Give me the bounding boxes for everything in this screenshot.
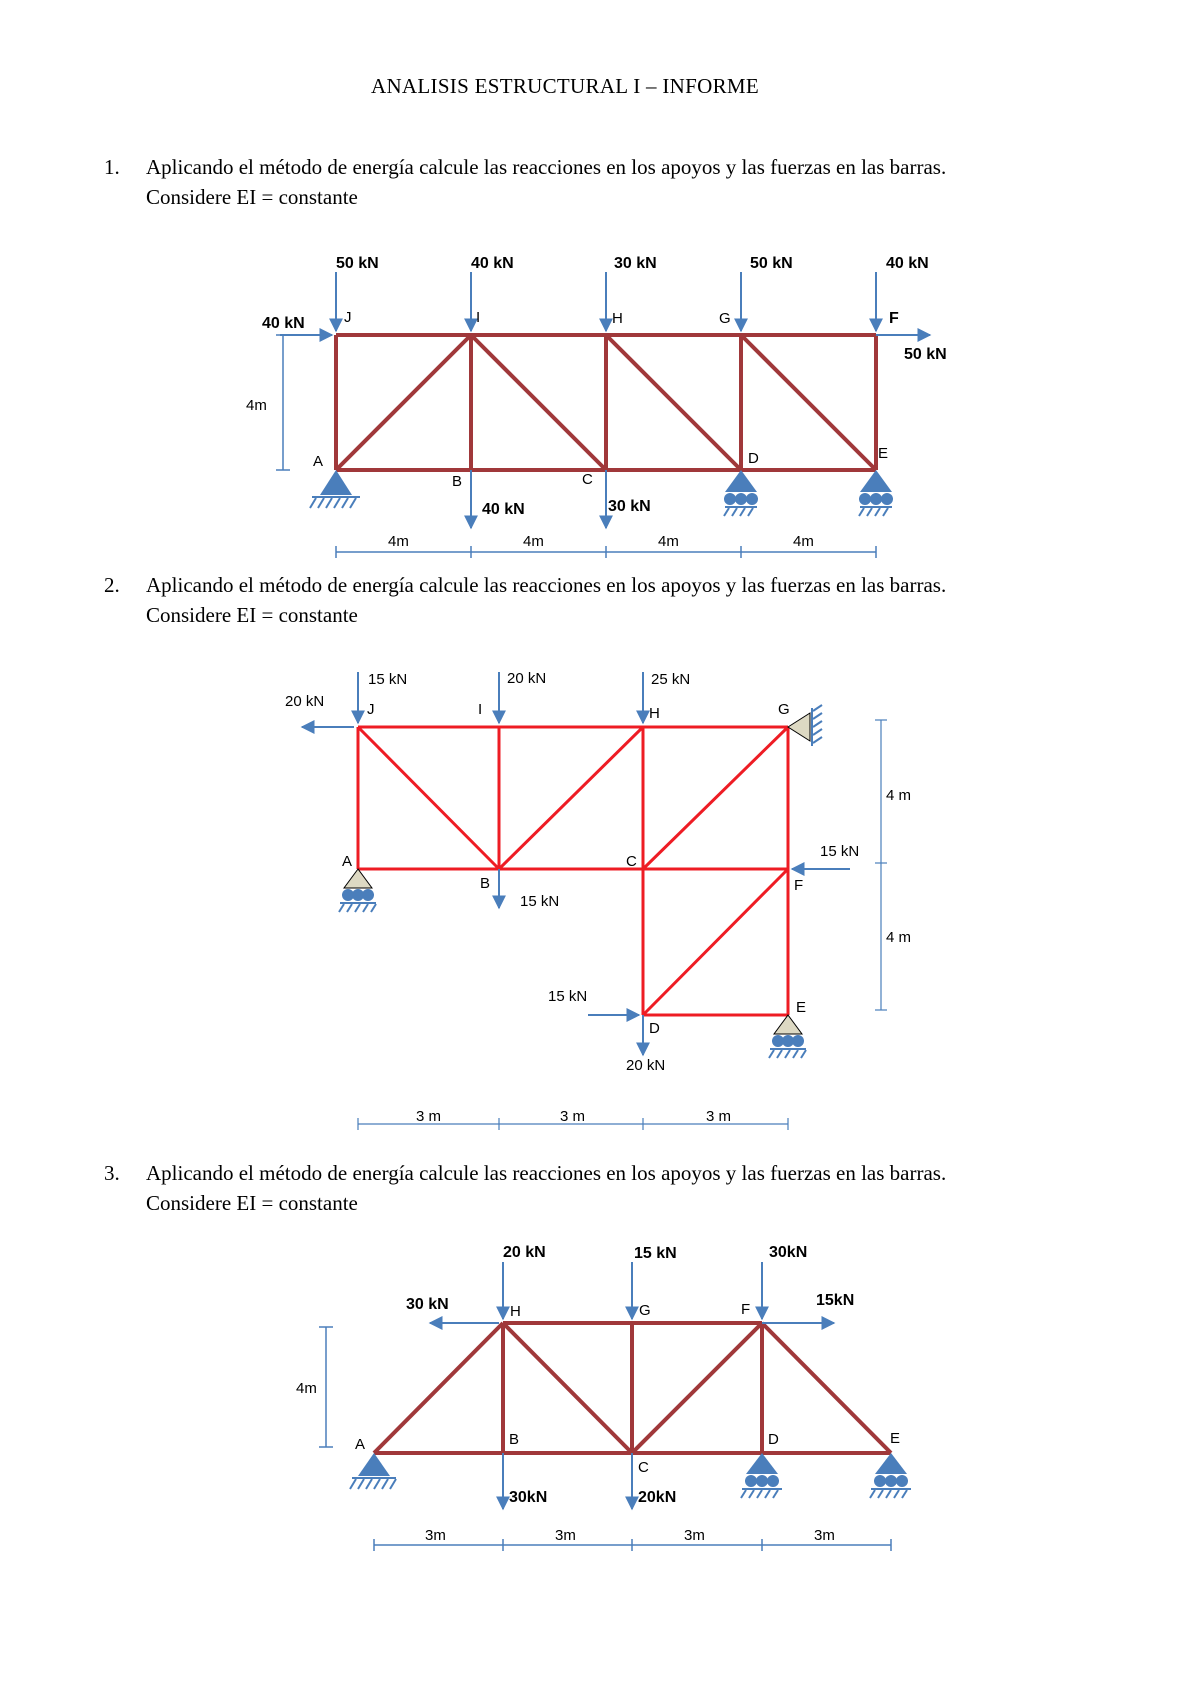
load-label-B: 40 kN xyxy=(482,501,525,518)
load-label-F-horizontal: 50 kN xyxy=(904,346,947,363)
problem-number: 2. xyxy=(104,573,120,597)
load-label-F: 15 kN xyxy=(820,843,860,860)
load-label-F-horizontal: 15kN xyxy=(816,1292,855,1309)
problem-number: 3. xyxy=(104,1161,120,1185)
node-label-H: H xyxy=(510,1303,521,1320)
load-label-H-horizontal: 30 kN xyxy=(406,1296,449,1313)
node-label-A: A xyxy=(313,453,324,470)
load-label-J: 50 kN xyxy=(336,255,379,272)
span-label-1: 3m xyxy=(425,1527,446,1544)
node-label-A: A xyxy=(342,853,353,870)
node-label-F: F xyxy=(741,1301,751,1318)
span-label-4: 4m xyxy=(793,533,814,550)
load-label-D: 20 kN xyxy=(626,1057,666,1074)
node-label-C: C xyxy=(626,853,637,870)
load-label-I: 20 kN xyxy=(507,670,547,687)
truss-members xyxy=(374,1323,891,1453)
load-label-J-horizontal: 20 kN xyxy=(285,693,325,710)
node-label-B: B xyxy=(480,875,491,892)
load-label-J-horizontal: 40 kN xyxy=(262,315,305,332)
node-label-C: C xyxy=(638,1459,649,1476)
node-label-B: B xyxy=(452,473,463,490)
load-label-F: 40 kN xyxy=(886,255,929,272)
node-label-J: J xyxy=(344,309,352,326)
node-label-B: B xyxy=(509,1431,520,1448)
problem-number: 1. xyxy=(104,155,120,179)
node-label-G: G xyxy=(639,1302,651,1319)
node-label-F: F xyxy=(889,310,899,327)
span-label-1: 4m xyxy=(388,533,409,550)
span-label-2: 4m xyxy=(523,533,544,550)
load-label-G: 15 kN xyxy=(634,1245,677,1262)
node-label-E: E xyxy=(796,999,807,1016)
load-label-H: 20 kN xyxy=(503,1244,546,1261)
node-label-E: E xyxy=(878,445,889,462)
node-label-D: D xyxy=(748,450,759,467)
node-label-H: H xyxy=(649,705,660,722)
load-label-I: 40 kN xyxy=(471,255,514,272)
load-label-H: 25 kN xyxy=(651,671,691,688)
roller-support-E xyxy=(870,1453,911,1498)
node-label-D: D xyxy=(649,1020,660,1037)
span-label-4: 3m xyxy=(814,1527,835,1544)
height-label-lower: 4 m xyxy=(886,929,912,946)
load-label-B: 30kN xyxy=(509,1489,548,1506)
load-label-C: 20kN xyxy=(638,1489,677,1506)
problem-condition: Considere EI = constante xyxy=(146,603,358,627)
problem-condition: Considere EI = constante xyxy=(146,1191,358,1215)
roller-support-D xyxy=(741,1453,782,1498)
problem-statement: Aplicando el método de energía calcule las reacciones en los apoyos y las fuerzas en las barras. xyxy=(146,1161,947,1185)
node-label-I: I xyxy=(478,701,483,718)
node-label-F: F xyxy=(794,877,804,894)
load-label-C: 30 kN xyxy=(608,498,651,515)
node-label-H: H xyxy=(612,310,623,327)
node-label-C: C xyxy=(582,471,593,488)
load-label-H: 30 kN xyxy=(614,255,657,272)
dimension-lines xyxy=(319,1327,891,1551)
span-label-3: 4m xyxy=(658,533,679,550)
pin-support-A xyxy=(350,1453,396,1489)
span-label-2: 3m xyxy=(555,1527,576,1544)
page-title: ANALISIS ESTRUCTURAL I – INFORME xyxy=(371,74,759,98)
load-label-J: 15 kN xyxy=(368,671,408,688)
problem-statement: Aplicando el método de energía calcule las reacciones en los apoyos y las fuerzas en las barras. xyxy=(146,155,947,179)
load-label-D-horizontal: 15 kN xyxy=(548,988,588,1005)
span-label-3: 3 m xyxy=(706,1108,732,1125)
span-label-2: 3 m xyxy=(560,1108,586,1125)
height-label-upper: 4 m xyxy=(886,787,912,804)
node-label-J: J xyxy=(367,701,375,718)
load-label-G: 50 kN xyxy=(750,255,793,272)
problem-condition: Considere EI = constante xyxy=(146,185,358,209)
node-label-G: G xyxy=(719,310,731,327)
height-label: 4m xyxy=(246,397,267,414)
node-label-D: D xyxy=(768,1431,779,1448)
span-label-3: 3m xyxy=(684,1527,705,1544)
load-label-B: 15 kN xyxy=(520,893,560,910)
problem-statement: Aplicando el método de energía calcule las reacciones en los apoyos y las fuerzas en las barras. xyxy=(146,573,947,597)
node-label-E: E xyxy=(890,1430,901,1447)
height-label: 4m xyxy=(296,1380,317,1397)
load-label-F: 30kN xyxy=(769,1244,808,1261)
span-label-1: 3 m xyxy=(416,1108,442,1125)
node-label-A: A xyxy=(355,1436,366,1453)
node-label-I: I xyxy=(476,309,481,326)
node-label-G: G xyxy=(778,701,790,718)
